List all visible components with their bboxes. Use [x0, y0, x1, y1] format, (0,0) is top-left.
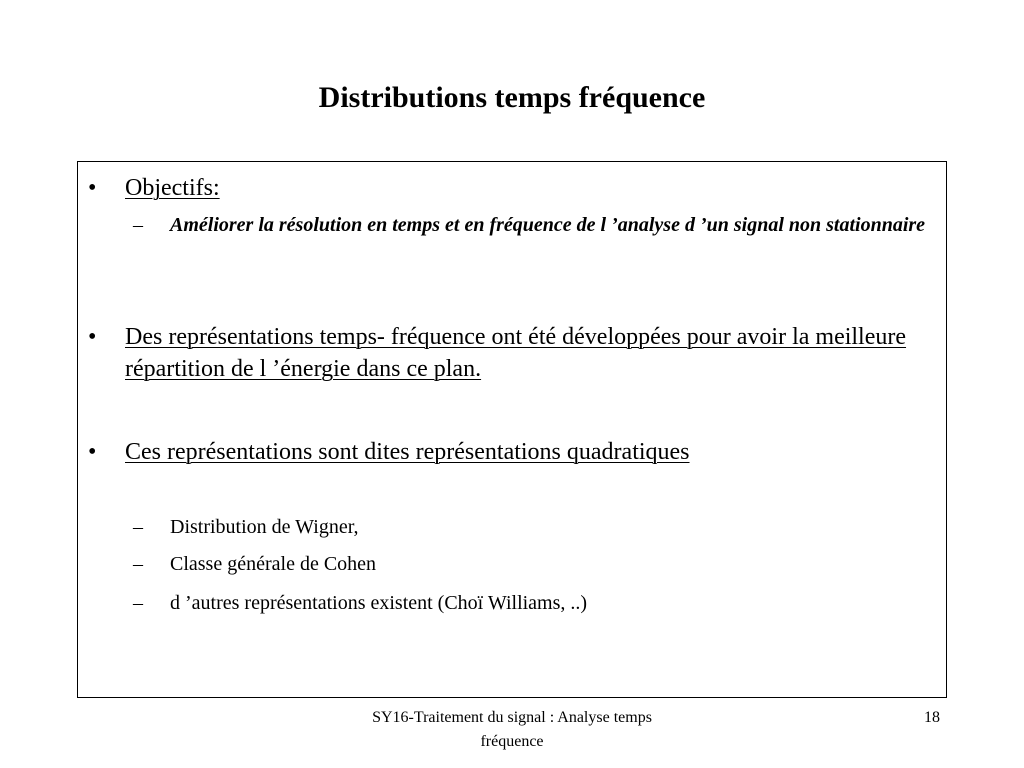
subitem-text: d ’autres représentations existent (Choï Williams, ..) [170, 592, 588, 614]
dash-marker: – [133, 592, 143, 614]
content-box [77, 161, 947, 698]
subitem-text: Améliorer la résolution en temps et en fréquence de l ’analyse d ’un signal non stationnaire [170, 214, 926, 236]
page-number: 18 [924, 709, 940, 726]
subitem-autres [133, 589, 933, 617]
bullet-marker: • [88, 175, 97, 201]
subitem-text: Distribution de Wigner, [170, 516, 359, 538]
bullet-quadratiques [88, 436, 938, 468]
bullet-text: Des représentations temps- fréquence ont été développées pour avoir la meilleure répartition de l ’énergie dans ce plan. [125, 324, 907, 382]
bullet-marker: • [88, 324, 97, 350]
bullet-text: Objectifs: [125, 175, 220, 201]
bullet-representations [88, 321, 938, 385]
subitem-objective [133, 211, 933, 239]
bullet-marker: • [88, 439, 97, 465]
bullet-objectifs [88, 172, 938, 204]
subitem-cohen [133, 550, 933, 578]
footer-course: SY16-Traitement du signal : Analyse temps fréquence [372, 709, 652, 750]
dash-marker: – [133, 553, 143, 575]
bullet-text: Ces représentations sont dites représentations quadratiques [125, 439, 690, 465]
dash-marker: – [133, 214, 143, 236]
subitem-wigner [133, 513, 933, 541]
slide-title: Distributions temps fréquence [318, 81, 706, 114]
subitem-text: Classe générale de Cohen [170, 553, 377, 575]
dash-marker: – [133, 516, 143, 538]
